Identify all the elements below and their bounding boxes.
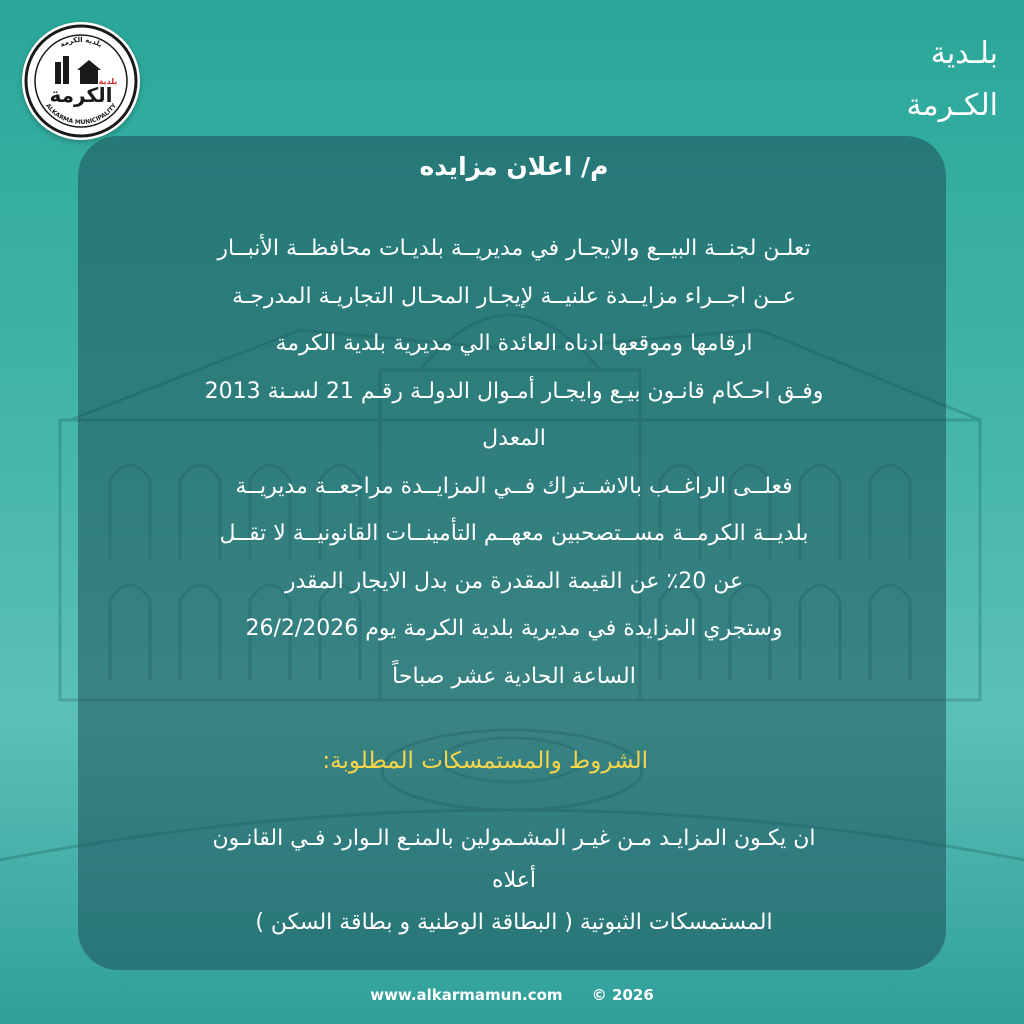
condition-line: أعلاه [492,868,536,893]
brand-line-2: الكـرمة [906,88,998,123]
footer-copyright: © 2026 [591,986,654,1004]
notice-body [100,225,928,700]
conditions-heading: الشروط والمستمسكات المطلوبة: [322,748,648,774]
condition-line: ان يكـون المزايـد مـن غيـر المشـمولين بالمنـع الـوارد فـي القانـون [212,826,816,851]
notice-line: ارقامها وموقعها ادناه العائدة الي مديرية بلدية الكرمة [275,331,753,356]
notice-line: وستجري المزايدة في مديرية بلدية الكرمة يوم 26/2/2026 [245,616,783,641]
municipality-logo [22,22,140,140]
notice-line: تعلـن لجنــة البيــع والايجـار في مديريــة بلديـات محافظــة الأنبــار [217,236,811,261]
notice-line: عــن اجــراء مزايــدة علنيــة لإيجـار المحـال التجاريـة المدرجـة [232,283,796,309]
notice-line: عن 20٪ عن القيمة المقدرة من بدل الايجار المقدر [284,568,744,594]
logo-top-arc-text: بلدية الكرمة [58,35,104,49]
notice-line: بلديــة الكرمــة مســتصحبين معهــم التأمينــات القانونيــة لا تقــل [219,521,809,546]
brand-line-1: بلـدية [930,36,998,71]
notice-line: وفـق احـكام قانـون بيـع وايجـار أمـوال الدولـة رقـم 21 لسـنة 2013 [204,378,824,404]
notice-line: فعلــى الراغــب بالاشــتراك فــي المزايــدة مراجعــة مديريــة [235,473,793,499]
footer-website-link[interactable]: www.alkarmamun.com [370,986,563,1004]
notice-content [100,140,928,944]
logo-bottom-arc-text: ALKARMA MUNICIPALITY [43,102,119,127]
condition-line: المستمسكات الثبوتية ( البطاقة الوطنية و بطاقة السكن ) [255,910,773,935]
brand-title [818,28,998,132]
logo-emblem-icon [22,22,140,140]
footer [0,986,1024,1004]
notice-line: الساعة الحادية عشر صباحاً [392,663,636,689]
notice-line: المعدل [482,426,546,451]
logo-small-text: بلدية [98,77,118,86]
conditions-list [100,818,928,944]
notice-title: م/ اعلان مزايده [419,152,609,181]
logo-main-text: الكرمة [49,83,113,107]
